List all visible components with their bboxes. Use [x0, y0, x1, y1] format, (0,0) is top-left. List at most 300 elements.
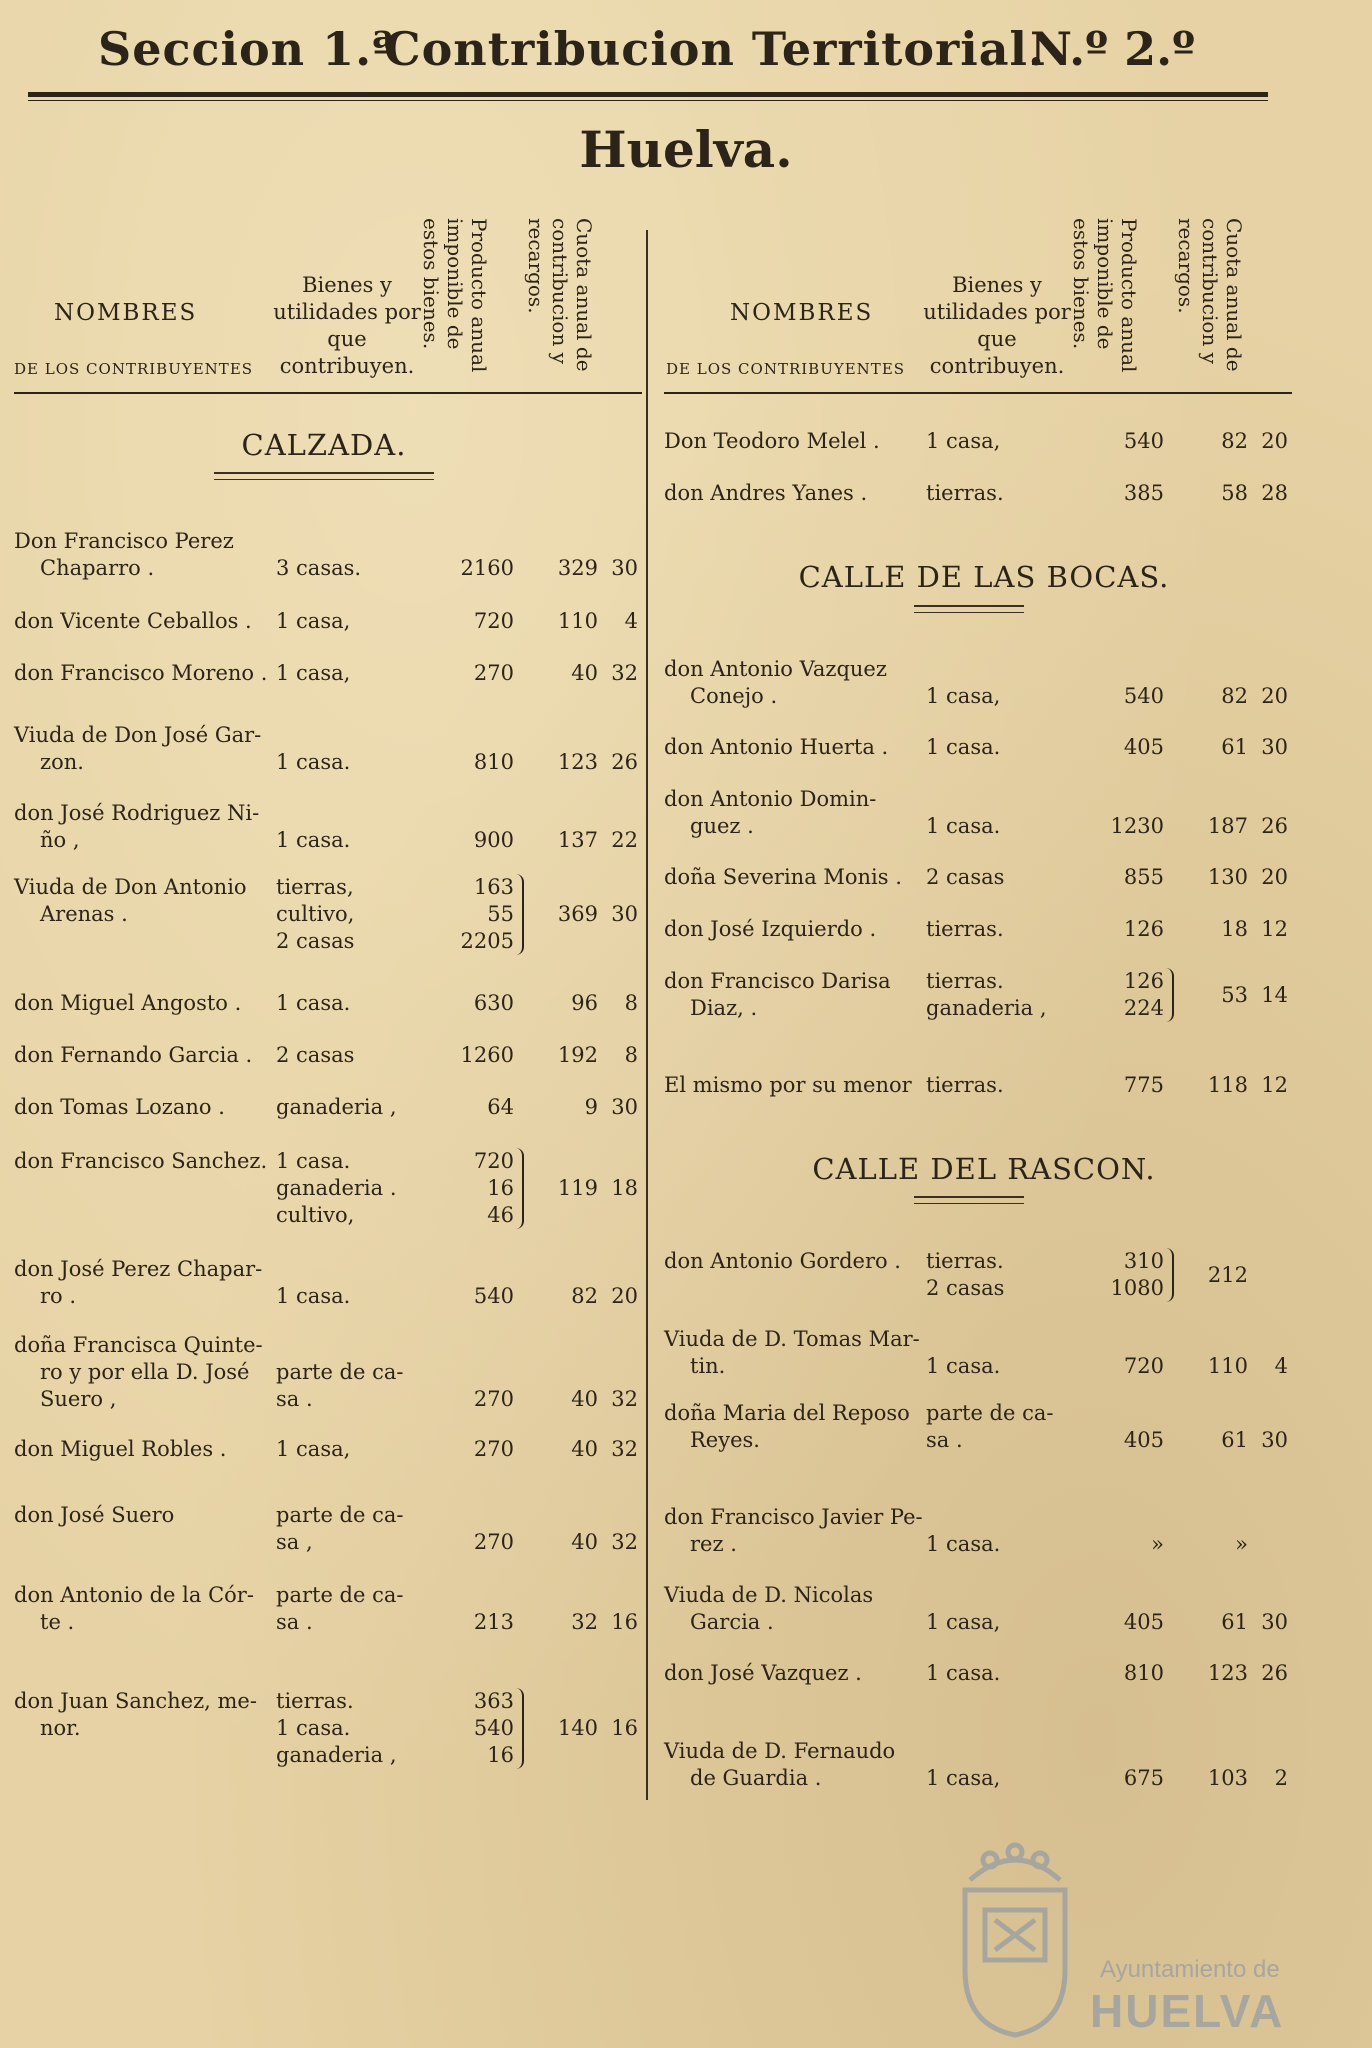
quota-reales: 32	[571, 1610, 598, 1634]
name-line: El mismo por su menor	[664, 1073, 912, 1097]
product-value: 163	[473, 875, 514, 899]
quota-cell	[1184, 1765, 1292, 1792]
quota-reales: 123	[557, 750, 598, 774]
name-line: don Antonio Domin-	[664, 787, 877, 811]
product-value: 1080	[1110, 1276, 1164, 1300]
quota-reales: 82	[1221, 429, 1248, 453]
header-names: NOMBRES	[54, 300, 198, 326]
quota-maravedis: 32	[611, 1530, 638, 1554]
quota-maravedis: 14	[1261, 982, 1288, 1007]
quota-cell	[534, 1094, 642, 1121]
right-column	[664, 210, 1292, 1810]
contributor-name	[664, 1738, 924, 1792]
assets-line: sa .	[276, 1610, 313, 1634]
product-cell	[1064, 480, 1164, 507]
contributor-name	[14, 1148, 274, 1175]
assets-cell	[276, 874, 421, 955]
assets-cell	[276, 555, 421, 582]
assets-line: tierras.	[926, 481, 1004, 505]
name-line: Garcia .	[690, 1610, 774, 1634]
contributor-name	[14, 990, 274, 1017]
assets-cell	[276, 1359, 421, 1413]
contributor-name	[664, 786, 924, 840]
name-line: Suero ,	[40, 1387, 117, 1411]
quota-cell	[1184, 1660, 1292, 1687]
product-value: 2205	[460, 929, 514, 953]
assets-line: tierras.	[926, 969, 1004, 993]
quota-cell	[1184, 1072, 1292, 1099]
quota-reales: 118	[1207, 1073, 1248, 1097]
quota-reales: 103	[1207, 1766, 1248, 1790]
header-cuota: Cuota anual de contribucion y recargos.	[524, 218, 596, 372]
quota-cell	[1184, 480, 1292, 507]
assets-line: sa .	[276, 1387, 313, 1411]
product-cell	[1064, 864, 1164, 891]
assets-cell	[926, 1072, 1071, 1099]
header-rule	[14, 392, 642, 394]
product-value: 720	[473, 609, 514, 633]
product-value: 16	[487, 1176, 514, 1200]
assets-line: 1 casa,	[926, 1766, 1001, 1790]
quota-maravedis: 30	[611, 1095, 638, 1119]
header-names-sub: DE LOS CONTRIBUYENTES	[14, 360, 254, 378]
quota-reales: 40	[571, 661, 598, 685]
product-value: 675	[1123, 1766, 1164, 1790]
name-line: don Fernando Garcia .	[14, 1043, 253, 1067]
product-value: 270	[473, 1530, 514, 1554]
quota-cell	[534, 1715, 642, 1742]
quota-reales: 82	[571, 1284, 598, 1308]
name-line: don Antonio Vazquez	[664, 657, 887, 681]
assets-line: 1 casa.	[926, 1532, 1001, 1556]
quota-maravedis: 16	[611, 1610, 638, 1634]
assets-line: tierras.	[926, 1249, 1004, 1273]
header-bienes: Bienes y utilidades por que contribuyen.	[273, 273, 421, 378]
quota-maravedis: 20	[1261, 684, 1288, 708]
name-line: don José Vazquez .	[664, 1661, 862, 1685]
column-divider	[646, 230, 648, 1800]
quota-cell	[1184, 1531, 1292, 1558]
product-cell	[414, 1688, 514, 1769]
product-cell	[1064, 428, 1164, 455]
contributor-name	[14, 800, 274, 854]
assets-cell	[926, 1660, 1071, 1687]
assets-line: 1 casa.	[276, 991, 351, 1015]
quota-reales: »	[1235, 1532, 1248, 1556]
name-line: ro .	[40, 1284, 77, 1308]
assets-cell	[926, 480, 1071, 507]
quota-cell	[1184, 1262, 1292, 1289]
product-cell	[1064, 1660, 1164, 1687]
header-cuota: Cuota anual de contribucion y recargos.	[1174, 218, 1246, 372]
name-line: don Antonio Huerta .	[664, 735, 889, 759]
quota-cell	[534, 827, 642, 854]
name-line: don Miguel Robles .	[14, 1437, 227, 1461]
quota-cell	[534, 608, 642, 635]
header-producto: Producto anual imponible de estos bienes.	[1069, 218, 1141, 373]
watermark-line1: Ayuntamiento de	[1100, 1956, 1280, 1983]
product-cell	[414, 555, 514, 582]
product-value: 540	[1123, 429, 1164, 453]
product-value: 126	[1123, 917, 1164, 941]
assets-line: 3 casas.	[276, 556, 362, 580]
product-cell	[1064, 683, 1164, 710]
quota-cell	[534, 1529, 642, 1556]
header-rule	[664, 392, 1292, 394]
assets-cell	[926, 428, 1071, 455]
quota-cell	[1184, 916, 1292, 943]
product-cell	[414, 1609, 514, 1636]
assets-cell	[276, 1042, 421, 1069]
quota-cell	[1184, 683, 1292, 710]
contributor-name	[14, 660, 274, 687]
name-line: Viuda de D. Fernaudo	[664, 1739, 896, 1763]
assets-cell	[926, 1609, 1071, 1636]
name-line: don José Perez Chapar-	[14, 1257, 263, 1281]
name-line: don José Suero	[14, 1503, 175, 1527]
assets-cell	[276, 1688, 421, 1769]
contributor-name	[14, 1582, 274, 1636]
name-line: Diaz, .	[690, 996, 758, 1020]
name-line: Chaparro .	[40, 556, 155, 580]
header-names: NOMBRES	[730, 300, 874, 326]
name-line: ño ,	[40, 828, 80, 852]
contributor-name	[664, 916, 924, 943]
product-value: 310	[1123, 1249, 1164, 1273]
product-cell	[414, 1042, 514, 1069]
product-value: 855	[1123, 865, 1164, 889]
product-cell	[414, 1283, 514, 1310]
assets-line: 1 casa.	[276, 750, 351, 774]
name-line: doña Severina Monis .	[664, 865, 902, 889]
table-header	[664, 210, 1292, 396]
assets-cell	[926, 864, 1071, 891]
assets-line: 1 casa.	[276, 1284, 351, 1308]
contributor-name	[14, 1436, 274, 1463]
product-value: »	[1151, 1532, 1164, 1556]
quota-reales: 9	[584, 1095, 598, 1119]
product-value: 385	[1123, 481, 1164, 505]
quota-maravedis: 30	[1261, 1428, 1288, 1452]
contributor-name	[664, 1504, 924, 1558]
name-line: Don Francisco Perez	[14, 529, 234, 553]
product-value: 126	[1123, 969, 1164, 993]
section-title-calle-del-rascon: CALLE DEL RASCON.	[812, 1152, 1156, 1186]
contributor-name	[14, 1688, 274, 1742]
assets-line: ganaderia ,	[926, 996, 1047, 1020]
quota-maravedis: 20	[1261, 865, 1288, 889]
name-line: don Vicente Ceballos .	[14, 609, 252, 633]
assets-line: 1 casa.	[926, 1354, 1001, 1378]
name-line: don Antonio de la Cór-	[14, 1583, 254, 1607]
product-cell	[414, 990, 514, 1017]
product-value: 900	[473, 828, 514, 852]
product-cell	[414, 1436, 514, 1463]
quota-reales: 192	[557, 1043, 598, 1067]
product-value: 224	[1123, 996, 1164, 1020]
assets-line: 1 casa,	[926, 1610, 1001, 1634]
quota-maravedis: 22	[611, 828, 638, 852]
page-number: N.º 2.º	[1030, 22, 1196, 76]
quota-reales: 212	[1207, 1262, 1248, 1287]
quota-maravedis: 30	[611, 556, 638, 580]
name-line: guez .	[690, 814, 754, 838]
assets-line: 1 casa,	[276, 609, 351, 633]
assets-cell	[276, 1582, 421, 1636]
place-title: Huelva.	[579, 120, 793, 179]
product-value: 363	[473, 1689, 514, 1713]
assets-line: ganaderia .	[276, 1176, 397, 1200]
page-header	[0, 14, 1372, 84]
quota-maravedis: 32	[611, 1387, 638, 1411]
assets-cell	[276, 1436, 421, 1463]
quota-maravedis: 32	[611, 661, 638, 685]
product-cell	[414, 608, 514, 635]
name-line: Conejo .	[690, 684, 778, 708]
product-cell	[1064, 1765, 1164, 1792]
assets-line: tierras.	[276, 1689, 354, 1713]
name-line: ro y por ella D. José	[40, 1360, 250, 1384]
name-line: don Juan Sanchez, me-	[14, 1689, 257, 1713]
product-value: 405	[1123, 735, 1164, 759]
quota-maravedis: 18	[611, 1176, 638, 1200]
quota-cell	[1184, 1353, 1292, 1380]
quota-cell	[534, 555, 642, 582]
name-line: don José Rodriguez Ni-	[14, 801, 260, 825]
contributor-name	[664, 1248, 924, 1275]
assets-line: 2 casas	[926, 865, 1005, 889]
section-title-calle-de-las-bocas: CALLE DE LAS BOCAS.	[798, 560, 1170, 594]
brace-icon	[516, 1688, 524, 1769]
quota-maravedis: 28	[1261, 481, 1288, 505]
name-line: don Antonio Gordero .	[664, 1249, 901, 1273]
assets-cell	[276, 1148, 421, 1229]
assets-line: sa .	[926, 1428, 963, 1452]
quota-reales: 40	[571, 1387, 598, 1411]
product-value: 720	[1123, 1354, 1164, 1378]
assets-cell	[276, 827, 421, 854]
product-value: 810	[473, 750, 514, 774]
quota-maravedis: 26	[611, 750, 638, 774]
name-line: nor.	[40, 1716, 81, 1740]
quota-cell	[534, 901, 642, 928]
quota-maravedis: 26	[1261, 814, 1288, 838]
quota-maravedis: 20	[611, 1284, 638, 1308]
coat-of-arms-icon	[950, 1840, 1080, 2040]
quota-maravedis: 4	[1274, 1354, 1288, 1378]
contributor-name	[664, 656, 924, 710]
brace-icon	[516, 1148, 524, 1229]
name-line: de Guardia .	[690, 1766, 822, 1790]
name-line: Reyes.	[690, 1428, 760, 1452]
product-cell	[1064, 1427, 1164, 1454]
name-line: don Francisco Darisa	[664, 969, 891, 993]
contributor-name	[664, 480, 924, 507]
name-line: Don Teodoro Melel .	[664, 429, 880, 453]
product-value: 405	[1123, 1610, 1164, 1634]
contributor-name	[14, 1042, 274, 1069]
name-line: doña Maria del Reposo	[664, 1401, 910, 1425]
contributor-name	[664, 1072, 924, 1099]
assets-cell	[926, 683, 1071, 710]
contributor-name	[14, 608, 274, 635]
quota-maravedis: 20	[1261, 429, 1288, 453]
assets-line: parte de ca-	[276, 1360, 404, 1384]
product-value: 405	[1123, 1428, 1164, 1452]
assets-line: 1 casa.	[926, 1661, 1001, 1685]
contributor-name	[14, 1502, 274, 1529]
product-cell	[414, 1148, 514, 1229]
contributor-name	[14, 1332, 274, 1413]
product-cell	[414, 1386, 514, 1413]
contributor-name	[14, 528, 274, 582]
assets-line: ganaderia ,	[276, 1743, 397, 1767]
name-line: don Francisco Sanchez.	[14, 1149, 268, 1173]
assets-line: 1 casa.	[276, 828, 351, 852]
page-title: Contribucion Territorial.	[384, 22, 1046, 76]
quota-reales: 369	[557, 902, 598, 926]
archive-watermark	[950, 1840, 1350, 2040]
assets-line: parte de ca-	[276, 1503, 404, 1527]
quota-cell	[1184, 813, 1292, 840]
assets-cell	[276, 608, 421, 635]
assets-cell	[276, 990, 421, 1017]
assets-cell	[276, 1094, 421, 1121]
assets-cell	[926, 1400, 1071, 1454]
assets-line: sa ,	[276, 1530, 313, 1554]
quota-reales: 82	[1221, 684, 1248, 708]
quota-reales: 40	[571, 1530, 598, 1554]
quota-reales: 96	[571, 991, 598, 1015]
assets-cell	[276, 749, 421, 776]
quota-reales: 137	[557, 828, 598, 852]
section-ornament	[914, 605, 1024, 613]
header-bienes: Bienes y utilidades por que contribuyen.	[923, 273, 1071, 378]
name-line: Viuda de Don Antonio	[14, 875, 247, 899]
product-cell	[1064, 1072, 1164, 1099]
quota-cell	[534, 1175, 642, 1202]
quota-cell	[1184, 864, 1292, 891]
quota-maravedis: 4	[624, 609, 638, 633]
product-cell	[1064, 1353, 1164, 1380]
quota-reales: 130	[1207, 865, 1248, 889]
product-cell	[414, 1529, 514, 1556]
product-value: 270	[473, 1437, 514, 1461]
product-cell	[414, 749, 514, 776]
quota-maravedis: 12	[1261, 917, 1288, 941]
name-line: tin.	[690, 1354, 726, 1378]
quota-reales: 58	[1221, 481, 1248, 505]
product-cell	[1064, 1248, 1164, 1302]
section-title-calzada: CALZADA.	[241, 428, 407, 462]
product-cell	[414, 874, 514, 955]
quota-maravedis: 30	[1261, 1610, 1288, 1634]
product-value: 213	[473, 1610, 514, 1634]
quota-cell	[534, 1436, 642, 1463]
quota-cell	[534, 1283, 642, 1310]
name-line: don Miguel Angosto .	[14, 991, 242, 1015]
contributor-name	[14, 722, 274, 776]
brace-icon	[1166, 1248, 1174, 1302]
quota-reales: 18	[1221, 917, 1248, 941]
product-value: 775	[1123, 1073, 1164, 1097]
product-cell	[1064, 734, 1164, 761]
quota-maravedis: 8	[624, 991, 638, 1015]
left-column	[14, 210, 642, 1810]
assets-line: 2 casas	[276, 929, 355, 953]
quota-maravedis: 30	[611, 902, 638, 926]
quota-cell	[534, 749, 642, 776]
quota-maravedis: 12	[1261, 1073, 1288, 1097]
quota-maravedis: 16	[611, 1716, 638, 1740]
quota-cell	[534, 1609, 642, 1636]
product-cell	[414, 660, 514, 687]
assets-line: 1 casa.	[926, 814, 1001, 838]
quota-maravedis: 30	[1261, 735, 1288, 759]
quota-cell	[534, 990, 642, 1017]
contributor-name	[664, 864, 924, 891]
brace-icon	[1166, 968, 1174, 1022]
quota-cell	[1184, 734, 1292, 761]
assets-cell	[926, 1531, 1071, 1558]
assets-cell	[276, 1283, 421, 1310]
section-ornament	[914, 1196, 1024, 1204]
contributor-name	[664, 968, 924, 1022]
assets-line: cultivo,	[276, 1203, 355, 1227]
product-value: 55	[487, 902, 514, 926]
product-value: 1260	[460, 1043, 514, 1067]
header-producto: Producto anual imponible de estos bienes.	[419, 218, 491, 373]
product-value: 810	[1123, 1661, 1164, 1685]
quota-reales: 53	[1221, 982, 1248, 1007]
product-cell	[1064, 916, 1164, 943]
product-value: 2160	[460, 556, 514, 580]
assets-line: tierras.	[926, 917, 1004, 941]
product-value: 630	[473, 991, 514, 1015]
quota-reales: 187	[1207, 814, 1248, 838]
assets-line: 1 casa.	[926, 735, 1001, 759]
name-line: don Andres Yanes .	[664, 481, 868, 505]
name-line: doña Francisca Quinte-	[14, 1333, 263, 1357]
assets-cell	[926, 1248, 1071, 1302]
product-value: 270	[473, 661, 514, 685]
name-line: Viuda de D. Tomas Mar-	[664, 1327, 920, 1351]
assets-line: tierras.	[926, 1073, 1004, 1097]
contributor-name	[664, 1400, 924, 1454]
assets-line: 2 casas	[276, 1043, 355, 1067]
quota-reales: 110	[1207, 1354, 1248, 1378]
name-line: don Francisco Javier Pe-	[664, 1505, 923, 1529]
name-line: te .	[40, 1610, 75, 1634]
name-line: rez .	[690, 1532, 737, 1556]
quota-reales: 110	[557, 609, 598, 633]
quota-cell	[1184, 428, 1292, 455]
quota-reales: 140	[557, 1716, 598, 1740]
assets-line: 2 casas	[926, 1276, 1005, 1300]
name-line: don Tomas Lozano .	[14, 1095, 225, 1119]
assets-line: 1 casa.	[276, 1716, 351, 1740]
quota-cell	[534, 660, 642, 687]
name-line: zon.	[40, 750, 84, 774]
assets-cell	[926, 734, 1071, 761]
product-cell	[1064, 968, 1164, 1022]
quota-reales: 329	[557, 556, 598, 580]
contributor-name	[664, 428, 924, 455]
quota-cell	[1184, 982, 1292, 1009]
assets-cell	[926, 1353, 1071, 1380]
quota-maravedis: 2	[1274, 1766, 1288, 1790]
brace-icon	[516, 874, 524, 955]
